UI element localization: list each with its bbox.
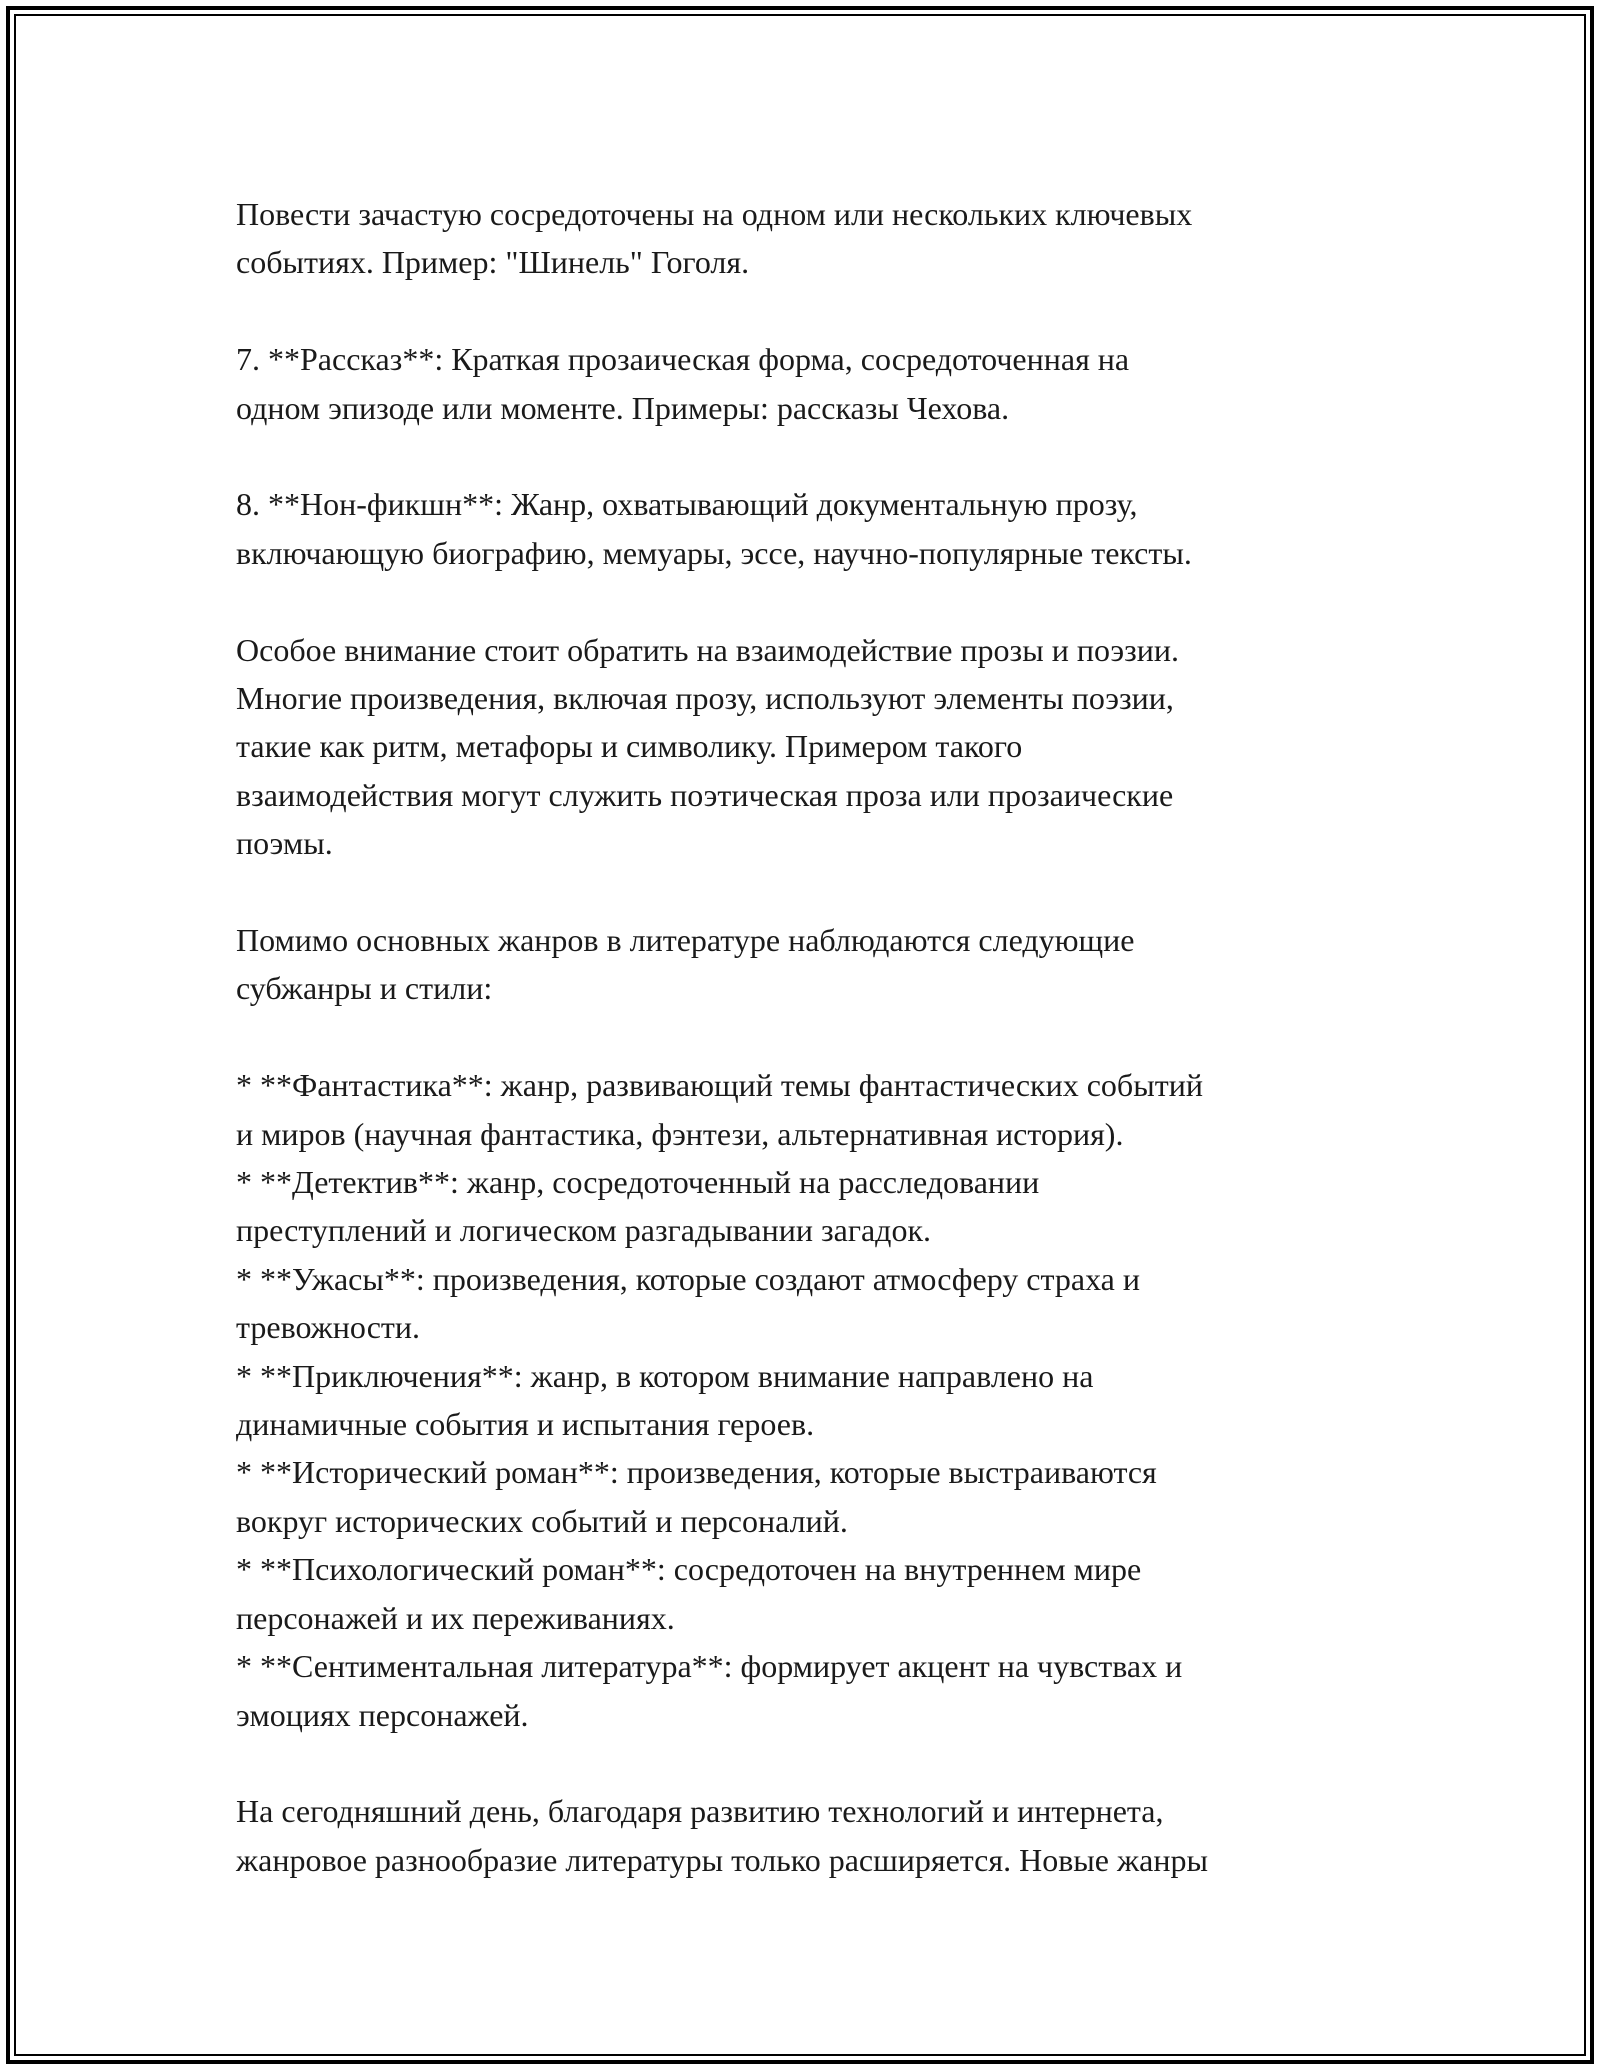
list-item-line: * **Сентиментальная литература**: формирует акцент на чувствах и bbox=[236, 1648, 1183, 1685]
text-line: субжанры и стили: bbox=[236, 970, 493, 1007]
text-line: событиях. Пример: "Шинель" Гоголя. bbox=[236, 244, 750, 281]
text-line: На сегодняшний день, благодаря развитию технологий и интернета, bbox=[236, 1793, 1164, 1830]
paragraph-subgenres-intro bbox=[236, 916, 1366, 1013]
list-item-line: * **Исторический роман**: произведения, которые выстраиваются bbox=[236, 1454, 1157, 1491]
list-item-line: динамичные события и испытания героев. bbox=[236, 1406, 815, 1443]
paragraph-rasskaz bbox=[236, 335, 1366, 432]
text-line: поэмы. bbox=[236, 825, 333, 862]
text-line: такие как ритм, метафоры и символику. Примером такого bbox=[236, 728, 1023, 765]
paragraph-modern-genres bbox=[236, 1787, 1366, 1884]
list-item-line: персонажей и их переживаниях. bbox=[236, 1599, 675, 1636]
paragraph-povesti bbox=[236, 190, 1366, 287]
text-line: 8. **Нон-фикшн**: Жанр, охватывающий документальную прозу, bbox=[236, 486, 1138, 523]
text-line: Помимо основных жанров в литературе наблюдаются следующие bbox=[236, 922, 1135, 959]
subgenre-list bbox=[236, 1061, 1366, 1739]
text-line: Особое внимание стоит обратить на взаимодействие прозы и поэзии. bbox=[236, 631, 1179, 668]
list-item-line: * **Ужасы**: произведения, которые создают атмосферу страха и bbox=[236, 1260, 1140, 1297]
list-item-line: и миров (научная фантастика, фэнтези, альтернативная история). bbox=[236, 1115, 1124, 1152]
text-line: взаимодействия могут служить поэтическая проза или прозаические bbox=[236, 776, 1174, 813]
list-item-line: преступлений и логическом разгадывании загадок. bbox=[236, 1212, 931, 1249]
text-line: 7. **Рассказ**: Краткая прозаическая форма, сосредоточенная на bbox=[236, 341, 1130, 378]
list-item-line: * **Приключения**: жанр, в котором внимание направлено на bbox=[236, 1357, 1094, 1394]
paragraph-prose-poetry bbox=[236, 626, 1366, 868]
text-line: одном эпизоде или моменте. Примеры: рассказы Чехова. bbox=[236, 389, 1010, 426]
text-line: Повести зачастую сосредоточены на одном или нескольких ключевых bbox=[236, 196, 1193, 232]
list-item-line: тревожности. bbox=[236, 1309, 421, 1346]
list-item-line: * **Детектив**: жанр, сосредоточенный на расследовании bbox=[236, 1164, 1040, 1201]
list-item-line: * **Психологический роман**: сосредоточен на внутреннем мире bbox=[236, 1551, 1142, 1588]
text-line: Многие произведения, включая прозу, используют элементы поэзии, bbox=[236, 680, 1174, 717]
paragraph-non-fiction bbox=[236, 480, 1366, 577]
list-item-line: эмоциях персонажей. bbox=[236, 1696, 529, 1733]
text-line: жанровое разнообразие литературы только расширяется. Новые жанры bbox=[236, 1841, 1208, 1878]
document-body bbox=[236, 190, 1366, 1933]
text-line: включающую биографию, мемуары, эссе, научно-популярные тексты. bbox=[236, 534, 1192, 571]
list-item-line: * **Фантастика**: жанр, развивающий темы фантастических событий bbox=[236, 1067, 1203, 1104]
list-item-line: вокруг исторических событий и персоналий. bbox=[236, 1502, 848, 1539]
